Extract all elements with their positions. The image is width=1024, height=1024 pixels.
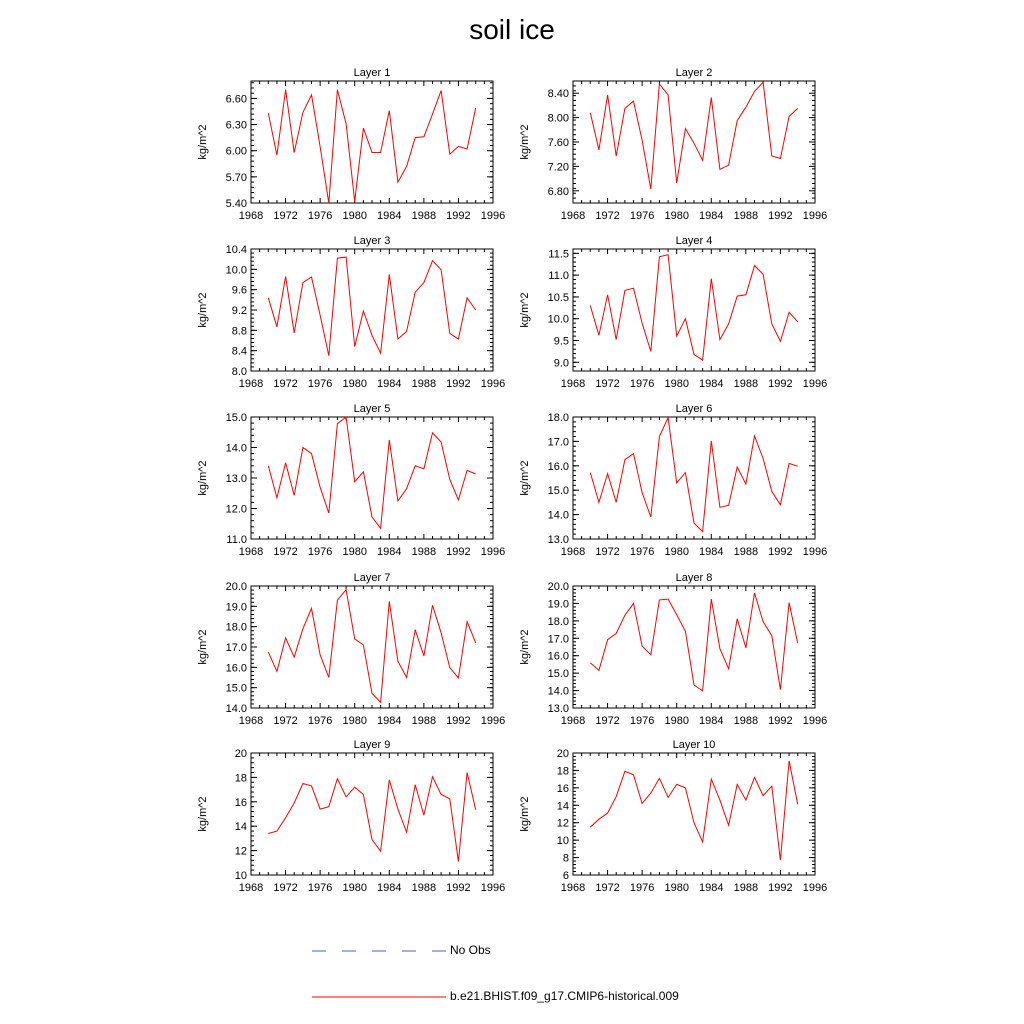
x-tick-label: 1992: [768, 715, 793, 727]
y-tick-label: 18.0: [225, 621, 247, 634]
series-line: [590, 761, 797, 860]
y-tick-label: 8.40: [547, 88, 569, 101]
x-tick-label: 1972: [595, 546, 620, 558]
y-tick-label: 16: [556, 782, 569, 795]
panel-title: Layer 6: [675, 403, 713, 415]
x-tick-label: 1976: [307, 715, 333, 727]
x-tick-label: 1988: [411, 882, 437, 894]
legend-model-label: b.e21.BHIST.f09_g17.CMIP6-historical.009: [450, 989, 679, 1003]
x-tick-label: 1992: [768, 546, 793, 558]
series-line: [590, 418, 797, 532]
plot-frame: [251, 249, 493, 371]
panel-title: Layer 5: [353, 403, 391, 415]
x-tick-label: 1984: [377, 378, 402, 390]
y-axis-label: kg/m^2: [519, 796, 531, 832]
x-tick-label: 1972: [273, 210, 298, 222]
panel-title: Layer 9: [353, 739, 391, 751]
y-tick-label: 10.4: [225, 244, 247, 256]
y-axis-label: kg/m^2: [519, 292, 531, 328]
panel-7: [197, 572, 505, 727]
panel-title: Layer 3: [353, 235, 391, 247]
x-tick-label: 1988: [411, 546, 437, 558]
x-tick-label: 1992: [768, 210, 793, 222]
x-tick-label: 1996: [480, 715, 506, 727]
y-axis-label: kg/m^2: [197, 292, 209, 328]
chart-title: soil ice: [469, 14, 555, 45]
y-tick-label: 6.30: [225, 119, 247, 132]
y-tick-label: 15.0: [547, 668, 569, 681]
y-tick-label: 20.0: [547, 581, 569, 593]
y-tick-label: 15.0: [225, 682, 247, 695]
y-tick-label: 7.60: [547, 137, 569, 149]
y-tick-label: 11.0: [548, 270, 569, 283]
x-tick-label: 1988: [733, 378, 759, 390]
x-tick-label: 1976: [629, 882, 655, 894]
x-tick-label: 1992: [446, 378, 471, 390]
x-tick-label: 1968: [238, 882, 264, 894]
y-tick-label: 18.0: [547, 615, 569, 628]
panel-title: Layer 10: [672, 739, 716, 751]
y-tick-label: 16.0: [547, 650, 569, 663]
x-tick-label: 1976: [307, 546, 333, 558]
series-line: [268, 417, 475, 528]
x-tick-label: 1968: [238, 378, 264, 390]
panel-title: Layer 2: [675, 67, 713, 79]
y-tick-label: 14.0: [225, 442, 247, 455]
y-tick-label: 10.5: [547, 291, 569, 304]
panel-5: [197, 403, 505, 558]
y-axis-label: kg/m^2: [197, 460, 209, 496]
y-tick-label: 8.8: [231, 325, 247, 338]
x-tick-label: 1976: [307, 882, 333, 894]
y-tick-label: 17.0: [547, 436, 569, 449]
x-tick-label: 1980: [664, 378, 689, 390]
x-tick-label: 1996: [802, 210, 828, 222]
x-tick-label: 1980: [664, 715, 689, 727]
y-tick-label: 18: [556, 765, 569, 778]
y-tick-label: 15.0: [225, 412, 247, 424]
y-tick-label: 16.0: [225, 662, 247, 675]
y-tick-label: 9.0: [553, 357, 569, 370]
x-tick-label: 1988: [733, 546, 759, 558]
x-tick-label: 1968: [560, 378, 586, 390]
y-tick-label: 13.0: [225, 473, 247, 485]
x-tick-label: 1988: [411, 210, 437, 222]
x-tick-label: 1980: [342, 378, 367, 390]
y-axis-label: kg/m^2: [197, 124, 209, 160]
x-tick-label: 1992: [768, 882, 793, 894]
y-tick-label: 14.0: [547, 509, 569, 522]
series-line: [268, 773, 475, 862]
x-tick-label: 1980: [664, 882, 689, 894]
plot-frame: [251, 586, 493, 708]
panel-1: [197, 67, 505, 222]
x-tick-label: 1996: [480, 378, 506, 390]
plot-frame: [573, 753, 815, 875]
x-tick-label: 1996: [480, 882, 506, 894]
y-tick-label: 14.0: [547, 685, 569, 698]
y-tick-label: 14: [234, 821, 247, 834]
x-tick-label: 1980: [342, 546, 367, 558]
y-tick-label: 8.0: [231, 366, 247, 378]
y-tick-label: 8.00: [547, 112, 569, 125]
y-axis-label: kg/m^2: [519, 460, 531, 496]
y-tick-label: 20.0: [225, 581, 247, 593]
x-tick-label: 1976: [307, 378, 333, 390]
y-tick-label: 16.0: [547, 460, 569, 473]
x-tick-label: 1972: [595, 882, 620, 894]
x-tick-label: 1992: [446, 210, 471, 222]
y-tick-label: 13.0: [547, 703, 569, 715]
x-tick-label: 1968: [560, 210, 586, 222]
y-tick-label: 17.0: [225, 642, 247, 654]
y-axis-label: kg/m^2: [519, 124, 531, 160]
y-tick-label: 9.5: [553, 335, 569, 348]
x-tick-label: 1992: [446, 546, 471, 558]
panel-2: [519, 67, 827, 222]
x-tick-label: 1992: [446, 715, 471, 727]
x-tick-label: 1996: [802, 378, 828, 390]
x-tick-label: 1984: [699, 546, 724, 558]
y-tick-label: 10.0: [225, 264, 247, 277]
x-tick-label: 1972: [273, 715, 298, 727]
y-tick-label: 11.0: [226, 534, 247, 546]
y-tick-label: 16: [234, 796, 247, 809]
x-tick-label: 1968: [238, 715, 264, 727]
x-tick-label: 1988: [411, 378, 437, 390]
x-tick-label: 1996: [480, 546, 506, 558]
x-tick-label: 1972: [273, 378, 298, 390]
legend-obs-label: No Obs: [450, 943, 491, 957]
y-tick-label: 17.0: [547, 633, 569, 646]
x-tick-label: 1976: [629, 210, 655, 222]
x-tick-label: 1980: [342, 210, 367, 222]
x-tick-label: 1996: [802, 882, 828, 894]
y-axis-label: kg/m^2: [197, 796, 209, 832]
x-tick-label: 1968: [560, 715, 586, 727]
series-line: [268, 590, 475, 703]
x-tick-label: 1984: [699, 715, 724, 727]
y-tick-label: 5.70: [225, 171, 247, 184]
x-tick-label: 1972: [273, 882, 298, 894]
plot-frame: [573, 586, 815, 708]
x-tick-label: 1996: [480, 210, 506, 222]
x-tick-label: 1984: [699, 378, 724, 390]
y-tick-label: 18.0: [547, 412, 569, 424]
x-tick-label: 1968: [238, 546, 264, 558]
panel-6: [519, 403, 827, 558]
series-line: [590, 82, 797, 189]
panel-8: [519, 572, 827, 727]
series-line: [590, 593, 797, 691]
y-tick-label: 6.80: [547, 185, 569, 198]
y-tick-label: 19.0: [225, 601, 247, 614]
panel-10: [519, 739, 827, 894]
x-tick-label: 1980: [342, 715, 367, 727]
panel-title: Layer 1: [353, 67, 391, 79]
x-tick-label: 1988: [733, 210, 759, 222]
y-axis-label: kg/m^2: [197, 629, 209, 665]
y-tick-label: 6.00: [225, 145, 247, 158]
x-tick-label: 1984: [377, 546, 402, 558]
y-tick-label: 9.2: [231, 305, 247, 317]
x-tick-label: 1988: [411, 715, 437, 727]
y-tick-label: 14: [556, 800, 569, 813]
x-tick-label: 1992: [446, 882, 471, 894]
y-tick-label: 19.0: [547, 598, 569, 611]
x-tick-label: 1984: [699, 210, 724, 222]
x-tick-label: 1976: [629, 546, 655, 558]
panel-9: [197, 739, 505, 894]
x-tick-label: 1984: [377, 715, 402, 727]
x-tick-label: 1980: [664, 210, 689, 222]
x-tick-label: 1968: [560, 882, 586, 894]
y-tick-label: 8: [562, 852, 569, 865]
x-tick-label: 1968: [238, 210, 264, 222]
series-line: [268, 257, 475, 356]
x-tick-label: 1996: [802, 546, 828, 558]
x-tick-label: 1988: [733, 715, 759, 727]
x-tick-label: 1988: [733, 882, 759, 894]
x-tick-label: 1980: [342, 882, 367, 894]
y-tick-label: 9.6: [231, 284, 247, 297]
y-tick-label: 6: [562, 870, 569, 882]
x-tick-label: 1984: [699, 882, 724, 894]
y-tick-label: 18: [234, 772, 247, 785]
panel-3: [197, 235, 505, 390]
y-tick-label: 13.0: [547, 534, 569, 546]
x-tick-label: 1980: [664, 546, 689, 558]
x-tick-label: 1992: [768, 378, 793, 390]
panel-title: Layer 8: [675, 572, 713, 584]
plot-frame: [251, 417, 493, 539]
x-tick-label: 1976: [629, 378, 655, 390]
x-tick-label: 1972: [273, 546, 298, 558]
y-tick-label: 12: [556, 817, 569, 830]
x-tick-label: 1972: [595, 378, 620, 390]
x-tick-label: 1984: [377, 210, 402, 222]
series-line: [268, 90, 475, 203]
y-tick-label: 15.0: [547, 485, 569, 498]
y-tick-label: 20: [556, 748, 569, 760]
panel-4: [519, 235, 827, 390]
y-tick-label: 6.60: [225, 93, 247, 106]
y-tick-label: 5.40: [225, 198, 247, 210]
y-axis-label: kg/m^2: [519, 629, 531, 665]
x-tick-label: 1984: [377, 882, 402, 894]
plot-frame: [573, 81, 815, 203]
x-tick-label: 1972: [595, 715, 620, 727]
panel-title: Layer 4: [675, 235, 713, 247]
x-tick-label: 1976: [629, 715, 655, 727]
y-tick-label: 10: [556, 835, 569, 848]
x-tick-label: 1996: [802, 715, 828, 727]
y-tick-label: 7.20: [547, 161, 569, 174]
y-tick-label: 14.0: [225, 703, 247, 715]
x-tick-label: 1968: [560, 546, 586, 558]
y-tick-label: 12: [234, 845, 247, 858]
y-tick-label: 10.0: [547, 313, 569, 326]
y-tick-label: 20: [234, 748, 247, 760]
y-tick-label: 10: [234, 870, 247, 882]
x-tick-label: 1976: [307, 210, 333, 222]
y-tick-label: 11.5: [548, 248, 569, 261]
x-tick-label: 1972: [595, 210, 620, 222]
y-tick-label: 12.0: [225, 503, 247, 516]
series-line: [590, 255, 797, 360]
y-tick-label: 8.4: [231, 345, 247, 358]
panel-title: Layer 7: [353, 572, 391, 584]
